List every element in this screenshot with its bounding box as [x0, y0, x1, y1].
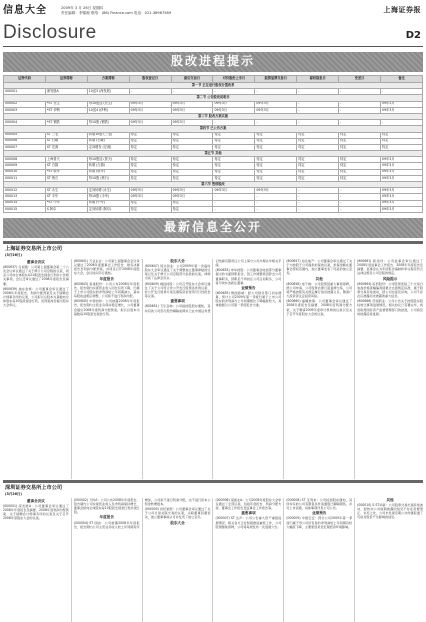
- table-cell: 待定: [297, 163, 339, 169]
- table-cell: 000001: [4, 89, 46, 95]
- table-cell: 待定: [255, 132, 297, 138]
- table-cell: ST 石岘: [45, 138, 87, 144]
- table-cell: 深发展A: [45, 89, 87, 95]
- table-cell: 待定: [171, 144, 213, 150]
- table-cell: 09年3月: [129, 101, 171, 107]
- masthead-info: [61, 6, 211, 16]
- section-name: 信息大全: [3, 5, 47, 16]
- news-subhead: 业绩预告: [312, 511, 327, 516]
- table-cell: 待定: [297, 132, 339, 138]
- table-cell: 09年3月: [381, 157, 423, 163]
- table-cell: 待定: [171, 157, 213, 163]
- table-cell: -: [213, 200, 255, 206]
- table-cell: 000005: [4, 132, 46, 138]
- table-cell: 09年3月: [171, 101, 213, 107]
- table-cell: 000012: [4, 188, 46, 194]
- table-cell: ST 白猫: [45, 163, 87, 169]
- table-group-label: 第二节 公告股改说明书: [4, 95, 423, 101]
- news-subhead: 业绩预告: [241, 285, 256, 290]
- table-cell: 待定: [255, 138, 297, 144]
- editor-line: 责任编辑：李锦湘 联络：(86) Finance.com 电话：021-38967589: [61, 11, 172, 16]
- table-cell: -: [255, 89, 297, 95]
- table-cell: 待定: [213, 157, 255, 163]
- table-cell: 上海普天: [45, 157, 87, 163]
- news-item: (000006) 深振业A：公司2008年度股东大会审议通过了全部议案，包括年度报告、利润分配方案、董事会工作报告及监事会工作报告等。: [215, 497, 282, 511]
- table-cell: 转增 (中华): [87, 200, 129, 206]
- table-cell: 定向转增 (永生): [87, 188, 129, 194]
- table-cell: 000011: [4, 175, 46, 181]
- news-banner-title: 最新信息全公开: [163, 220, 262, 235]
- table-group-label: 第六节 暂停股改: [4, 182, 423, 188]
- table-cell: 待定: [129, 138, 171, 144]
- table-cell: 09年3月: [171, 107, 213, 113]
- news-item: (600637) 百视通：公司第七届董事会第二十六次会议审议通过了关于修订公司章程的议案，同意公司向全体股东每10股派发现金红利并公告相关事项，会议还审议通过了2008年度报告及摘要。: [3, 264, 69, 286]
- table-cell: 定向转增 (阿尔): [87, 206, 129, 212]
- news-item: (600643) 爱建股份：公司公布2008年年度报告，报告期内实现营业收入同比有所下降，归属于上市公司股东的净利润较上年同期减少，基本每股收益相应调整，公司拟不进行利润分配。: [73, 281, 140, 299]
- progress-table: [3, 75, 423, 213]
- table-cell: -: [129, 89, 171, 95]
- news-item: (600660) 福耀玻璃：公司董事会审议通过了2008年度报告及摘要、2008年度利润分配方案、关于聘请2009年度审计机构的议案以及关于召开年度股东大会的议案。: [286, 299, 353, 316]
- section-divider: [3, 480, 423, 483]
- table-cell: 每10股 (钢铁): [87, 120, 129, 126]
- sz-section-date: (3月26日): [5, 491, 22, 496]
- table-cell: 转增 (石岘): [87, 138, 129, 144]
- table-cell: 000004: [4, 120, 46, 126]
- table-cell: 09年3月: [213, 188, 255, 194]
- table-cell: 09年3月: [129, 120, 171, 126]
- table-cell: S 阿尔: [45, 206, 87, 212]
- table-cell: ST 三毛: [45, 132, 87, 138]
- table-cell: *ST 联华: [45, 169, 87, 175]
- table-cell: -: [339, 107, 381, 113]
- table-cell: -: [339, 200, 381, 206]
- table-cell: 待定: [213, 169, 255, 175]
- news-item: (000005) 世纪星源：公司董事会审议通过了关于公司日常关联交易的议案，关联董事回避表决，独立董事事前认可并发表了独立意见。: [144, 507, 211, 520]
- news-item: (600649) 城投控股：公司召开股东大会审议通过了关于公司符合非公开发行股票条件的议案、非公开发行股票方案及募集资金使用可行性报告等议案。: [144, 281, 211, 299]
- table-cell: 待定: [171, 138, 213, 144]
- table-cell: *ST 伊利: [45, 107, 87, 113]
- date-line: 2009年 3 月 26日 星期四: [61, 6, 104, 10]
- news-item: (600664) 哈药股份：公司股票连续三个交易日收盘价格涨幅偏离值累计达到规定标准，属于股票交易异常波动，经公司自查及问询，公司不存在应披露而未披露的重大信息。: [357, 281, 423, 299]
- news-subhead: 重要事项: [241, 511, 256, 516]
- table-cell: *ST 中华: [45, 200, 87, 206]
- table-cell: 待定: [339, 144, 381, 150]
- table-header-cell: 方案简称: [87, 76, 129, 83]
- sz-section-title: 深圳证券交易所上市公司: [5, 484, 63, 491]
- table-cell: 10送3 (深发展): [87, 89, 129, 95]
- table-cell: 待定: [339, 163, 381, 169]
- table-cell: 待定: [213, 163, 255, 169]
- news-subhead: 董事会决议: [26, 259, 45, 264]
- news-subhead: 重要事项: [170, 299, 185, 304]
- table-cell: -: [339, 89, 381, 95]
- table-cell: ST 永生: [45, 188, 87, 194]
- table-cell: 09年3月: [129, 188, 171, 194]
- table-header-cell: 除权除息日: [297, 76, 339, 83]
- news-item: (600647) 同达创业：公司2009年第一次临时股东大会审议通过了关于调整独立董事津贴的议案以及关于修订公司章程部分条款的议案，律师出具了法律意见书。: [144, 263, 211, 281]
- table-cell: 09年3月: [129, 107, 171, 113]
- news-subhead: 其他: [386, 497, 394, 502]
- table-header-cell: 备注: [381, 76, 423, 83]
- table-cell: 09年3月: [171, 194, 213, 200]
- brand-logo: 上海证券报: [383, 5, 421, 14]
- news-subhead: 年度报告: [99, 515, 114, 520]
- masthead: [3, 0, 423, 47]
- progress-table-body: [4, 83, 423, 213]
- table-header-cell: 最后交易日: [171, 76, 213, 83]
- table-cell: 待定: [255, 175, 297, 181]
- table-cell: 09年3月: [381, 163, 423, 169]
- table-cell: 待定: [213, 175, 255, 181]
- table-cell: ST 炼石: [45, 175, 87, 181]
- news-item: (000007) ST 达声：公司公告重大资产重组进展情况，相关各方正在积极推进重组工作，公司股票继续停牌，公司将每周发布一次进展公告。: [215, 516, 282, 529]
- table-cell: 待定: [381, 138, 423, 144]
- table-cell: -: [381, 120, 423, 126]
- table-cell: 待定: [255, 144, 297, 150]
- table-cell: *ST 北生: [45, 101, 87, 107]
- table-cell: -: [297, 188, 339, 194]
- table-cell: 每10股 (炼石): [87, 175, 129, 181]
- table-cell: 000013: [4, 194, 46, 200]
- progress-banner-title: 股改进程提示: [170, 54, 255, 69]
- table-cell: 待定: [213, 144, 255, 150]
- table-cell: -: [213, 194, 255, 200]
- table-cell: 待定: [171, 163, 213, 169]
- table-cell: 待定: [339, 132, 381, 138]
- section-divider: [3, 241, 423, 244]
- table-cell: 09年3月: [381, 175, 423, 181]
- progress-banner: [3, 52, 423, 72]
- table-cell: -: [297, 200, 339, 206]
- table-cell: *ST 钢铁: [45, 120, 87, 126]
- table-cell: 09年3月: [381, 194, 423, 200]
- table-cell: 09年3月: [381, 169, 423, 175]
- table-cell: 待定: [255, 163, 297, 169]
- news-subhead: 风险提示: [382, 276, 398, 281]
- table-cell: 09年3月: [381, 188, 423, 194]
- table-cell: -: [171, 89, 213, 95]
- table-cell: ST 丰华: [45, 194, 87, 200]
- table-cell: 000010: [4, 169, 46, 175]
- table-cell: -: [213, 120, 255, 126]
- news-item: (000002) 万科A：公司公布2008年年度报告，报告期内公司实现营业收入及净利润保持增长，董事会拟向全体股东每10股派发现金红利并送红股。: [73, 497, 140, 515]
- news-subhead: 股东大会: [170, 258, 185, 263]
- table-cell: -: [297, 206, 339, 212]
- page-title: Disclosure: [3, 22, 97, 43]
- news-item: (000001) 深发展A：公司董事会审议通过了2008年年度报告及摘要、2008年度利润分配预案、关于续聘会计师事务所的议案及关于召开2008年度股东大会的议案。: [3, 503, 69, 521]
- table-cell: 09年3月: [255, 101, 297, 107]
- table-group-label: 第五节 其他: [4, 151, 423, 157]
- table-cell: 000007: [4, 144, 46, 150]
- table-cell: ST 宏源: [45, 144, 87, 150]
- news-banner: [3, 218, 423, 238]
- table-cell: -: [213, 206, 255, 212]
- table-cell: 转增10股 (三毛): [87, 132, 129, 138]
- table-cell: 转增 (联华): [87, 169, 129, 175]
- table-cell: 转增 (白猫): [87, 163, 129, 169]
- table-cell: 待定: [129, 206, 171, 212]
- table-cell: 09年3月: [171, 120, 213, 126]
- table-cell: 待定: [339, 169, 381, 175]
- table-cell: 待定: [129, 144, 171, 150]
- page-number: D2: [405, 30, 421, 41]
- table-group-label: 第一节 正在进行股权分置改革: [4, 83, 423, 89]
- table-cell: 待定: [381, 132, 423, 138]
- table-cell: 待定: [255, 157, 297, 163]
- table-cell: 每10股送 (北生): [87, 101, 129, 107]
- table-cell: 待定: [297, 175, 339, 181]
- table-header-cell: 股票复牌交易日: [255, 76, 297, 83]
- table-cell: -: [297, 89, 339, 95]
- table-cell: -: [339, 120, 381, 126]
- news-item: (600641) 万业企业：公司第七届董事会会议审议通过了2008年度董事会工作报告、财务决算报告及利润分配预案，并同意召开2008年度股东大会，会议时间另行通知。: [73, 258, 140, 276]
- table-cell: 000015: [4, 206, 46, 212]
- table-cell: -: [297, 194, 339, 200]
- table-cell: 09年3月: [381, 206, 423, 212]
- table-cell: -: [381, 89, 423, 95]
- newspaper-page: [3, 0, 423, 622]
- table-header-cell: 证券代码: [4, 76, 46, 83]
- table-cell: 000014: [4, 200, 46, 206]
- progress-table-header: [4, 76, 423, 83]
- table-cell: 09年3月: [255, 188, 297, 194]
- table-cell: 待定: [129, 157, 171, 163]
- news-item: (000004) ST 国农：公司披露2008年年度报告，报告期内公司主营业务收入较上年同期有所增加，公司拟不进行利润分配，也不进行资本公积金转增股本。: [73, 497, 211, 529]
- news-item: (600651) 飞乐音响：公司接控股股东通知，其持有的公司部分股份解除质押并已在中国证券登记结算有限责任公司上海分公司办理完毕相关手续。: [144, 258, 282, 313]
- news-item: (600645) 中源协和：公司披露2008年年度报告，报告期内主营业务保持稳定增长，公司董事会提出2008年度利润分配预案，拟以总股本为基数每10股派发现金红利。: [73, 299, 140, 316]
- table-cell: -: [339, 188, 381, 194]
- table-cell: 09年3月: [213, 101, 255, 107]
- table-cell: 09年3月: [171, 188, 213, 194]
- table-cell: 待定: [129, 175, 171, 181]
- table-cell: 待定: [213, 132, 255, 138]
- table-cell: 000006: [4, 138, 46, 144]
- table-cell: -: [255, 200, 297, 206]
- table-cell: 待定: [339, 157, 381, 163]
- table-cell: 待定: [297, 169, 339, 175]
- table-cell: 每10股送 (普天): [87, 157, 129, 163]
- news-item: (000008) ST 宝利来：公司接到股东通知，其所持有的公司有限售条件流通股已解除限售，并可上市流通，具体事项详见公司公告。: [286, 497, 353, 511]
- table-cell: 09年3月: [129, 194, 171, 200]
- table-cell: 09年3月: [213, 107, 255, 113]
- table-cell: 待定: [171, 132, 213, 138]
- table-header-cell: 变更日: [339, 76, 381, 83]
- table-cell: 待定: [297, 144, 339, 150]
- table-cell: 待定: [297, 138, 339, 144]
- table-cell: 09年3月: [381, 101, 423, 107]
- table-cell: 每10股 (丰华): [87, 194, 129, 200]
- table-cell: 待定: [171, 169, 213, 175]
- news-item: (600658) 电子城：公司股票因重大事项停牌，经公司申请，公司股票自即日起复牌交易，公司将严格按照有关规定履行信息披露义务，敬请广大投资者注意投资风险。: [286, 281, 353, 299]
- table-cell: 待定: [339, 175, 381, 181]
- news-item: (600655) 豫园商城：经公司财务部门初步测算，预计公司2009年第一季度归属于上市公司股东的净利润与上年同期相比下降幅度较大，具体数据以公司第一季度报告为准。: [215, 290, 282, 308]
- table-cell: 000009: [4, 163, 46, 169]
- table-cell: -: [255, 206, 297, 212]
- table-group-label: 第四节 已公告方案: [4, 126, 423, 132]
- sh-section-title: 上海证券交易所上市公司: [5, 245, 63, 252]
- table-cell: 000003: [4, 107, 46, 113]
- sz-news-columns: [3, 498, 423, 622]
- table-cell: -: [339, 194, 381, 200]
- table-cell: -: [255, 120, 297, 126]
- table-cell: 待定: [297, 157, 339, 163]
- table-cell: 待定: [171, 175, 213, 181]
- table-cell: 待定: [129, 163, 171, 169]
- news-item: (600653) 申华控股：公司董事会收到部分董事提交的书面辞职报告，因工作调整原因辞去公司董事职务，辞职后不再担任公司任何职务，公司将尽快补选新任董事。: [215, 268, 282, 285]
- table-cell: 待定: [255, 169, 297, 175]
- table-header-cell: 证券简称: [45, 76, 87, 83]
- table-cell: 待定: [171, 206, 213, 212]
- table-cell: 待定: [129, 132, 171, 138]
- table-cell: 09年3月: [381, 107, 423, 113]
- table-cell: 待定: [213, 138, 255, 144]
- table-cell: 待定: [339, 138, 381, 144]
- table-cell: -: [213, 89, 255, 95]
- table-cell: 09年3月: [255, 107, 297, 113]
- table-cell: 000002: [4, 101, 46, 107]
- news-item: (600666) 西南药业：公司公告关于控股股东股权转让事项进展情况，相关协议已签署完毕，尚需取得国有资产监督管理部门的批准，公司将及时披露后续进展。: [357, 299, 423, 316]
- news-item: (000009) 中国宝安：预计公司2009年第一季度归属于母公司所有者的净利润较上年同期有较大幅度下降，主要原因是受宏观经济环境影响。: [286, 516, 353, 529]
- table-cell: 定向增发 (宏源): [87, 144, 129, 150]
- news-subhead: 股东大会: [170, 520, 185, 525]
- table-header-cell: 对价股份上市日: [213, 76, 255, 83]
- news-item: (000010) S ST华新：公司股票交易出现异常波动，经核实公司前期披露的信息不存在需要更正、补充之处，公司未发现近期公共传媒报道了可能对股价产生影响的信息。: [357, 502, 423, 520]
- table-cell: -: [255, 194, 297, 200]
- table-row: [4, 206, 423, 212]
- table-cell: 待定: [381, 144, 423, 150]
- table-cell: 10送4 (伊利): [87, 107, 129, 113]
- news-item: (600657) 信达地产：公司董事会审议通过了关于为控股子公司提供担保的议案，担保金额在董事会授权范围内，独立董事发表了同意的独立意见。: [286, 258, 353, 276]
- sh-section-date: (3月26日): [5, 252, 22, 257]
- news-subhead: 其他: [315, 276, 323, 281]
- table-cell: -: [339, 101, 381, 107]
- table-cell: 待定: [171, 200, 213, 206]
- table-cell: 待定: [129, 169, 171, 175]
- table-cell: 000008: [4, 157, 46, 163]
- news-subhead: 董事会决议: [26, 498, 45, 503]
- sh-news-columns: [3, 259, 423, 479]
- table-cell: -: [297, 120, 339, 126]
- news-item: (600639) 浦东金桥：公司董事会审议通过了2008年年度报告、利润分配预案及关于续聘会计师事务所的议案，公司拟以总股本为基数向全体股东每10股派现金红利，该预案尚需提交股东大会审议。: [3, 286, 69, 308]
- table-cell: 待定: [129, 200, 171, 206]
- table-header-cell: 股权登记日: [129, 76, 171, 83]
- table-group-label: 第三节 股改方案实施: [4, 113, 423, 119]
- news-item: (600661) 新南洋：公司监事会审议通过了2008年度监事会工作报告、2008年年度报告及摘要，监事会认为年度报告编制和审议程序符合法律法规及公司章程的规定。: [357, 258, 423, 276]
- news-subhead: 年度报告: [99, 276, 114, 281]
- table-cell: -: [297, 101, 339, 107]
- table-cell: 09年3月: [381, 200, 423, 206]
- table-cell: -: [339, 206, 381, 212]
- table-cell: -: [297, 107, 339, 113]
